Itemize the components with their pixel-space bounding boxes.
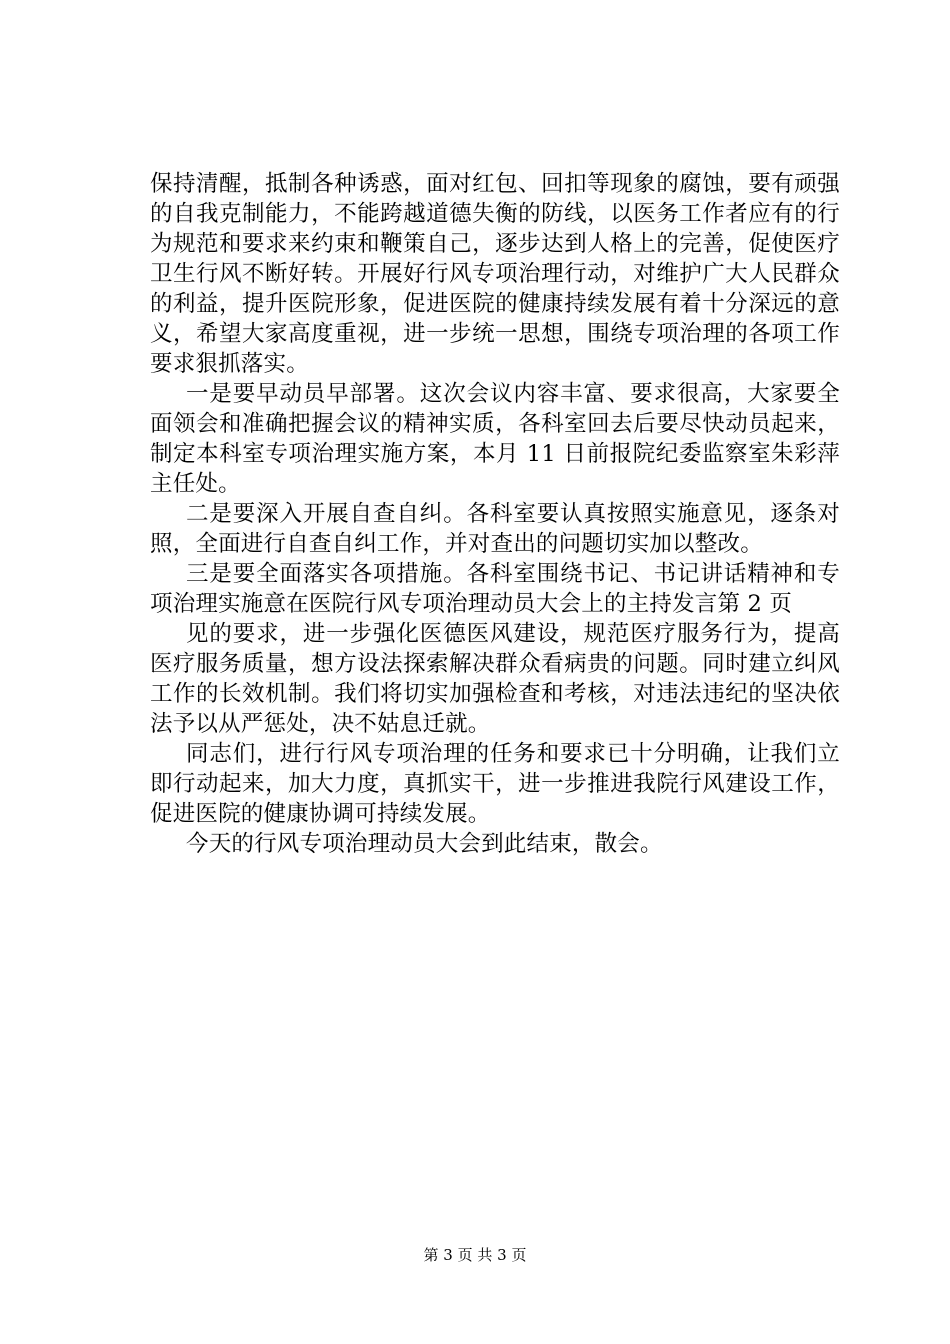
paragraph-closing: 今天的行风专项治理动员大会到此结束，散会。: [186, 831, 663, 857]
paragraph-self-inspection: 二是要深入开展自查自纠。各科室要认真按照实施意见，逐条对照，全面进行自查自纠工作，并对查出的问题切实加以整改。: [150, 501, 840, 557]
paragraph-early-mobilization: 一是要早动员早部署。这次会议内容丰富、要求很高，大家要全面领会和准确把握会议的精神实质，各科室回去后要尽快动员起来，制定本科室专项治理实施方案，本月 11 日前报院纪委监察室朱彩萍主任处。: [150, 381, 840, 497]
paragraph-requirements: 见的要求，进一步强化医德医风建设，规范医疗服务行为，提高医疗服务质量，想方设法探索解决群众看病贵的问题。同时建立纠风工作的长效机制。我们将切实加强检查和考核，对违法违纪的坚决依法予以从严惩处，决不姑息迁就。: [150, 621, 840, 737]
paragraph-comrades: 同志们，进行行风专项治理的任务和要求已十分明确，让我们立即行动起来，加大力度，真抓实干，进一步推进我院行风建设工作，促进医院的健康协调可持续发展。: [150, 741, 840, 827]
paragraph-continuation: 保持清醒，抵制各种诱惑，面对红包、回扣等现象的腐蚀，要有顽强的自我克制能力，不能跨越道德失衡的防线，以医务工作者应有的行为规范和要求来约束和鞭策自己，逐步达到人格上的完善，促使医疗卫生行风不断好转。开展好行风专项治理行动，对维护广大人民群众的利益，提升医院形象，促进医院的健康持续发展有着十分深远的意义，希望大家高度重视，进一步统一思想，围绕专项治理的各项工作要求狠抓落实。: [150, 171, 840, 377]
paragraph-implement-measures: 三是要全面落实各项措施。各科室围绕书记、书记讲话精神和专项治理实施意在医院行风专项治理动员大会上的主持发言第 2 页: [150, 561, 840, 617]
document-body: [150, 169, 840, 859]
page-footer: 第 3 页 共 3 页: [423, 1246, 527, 1264]
